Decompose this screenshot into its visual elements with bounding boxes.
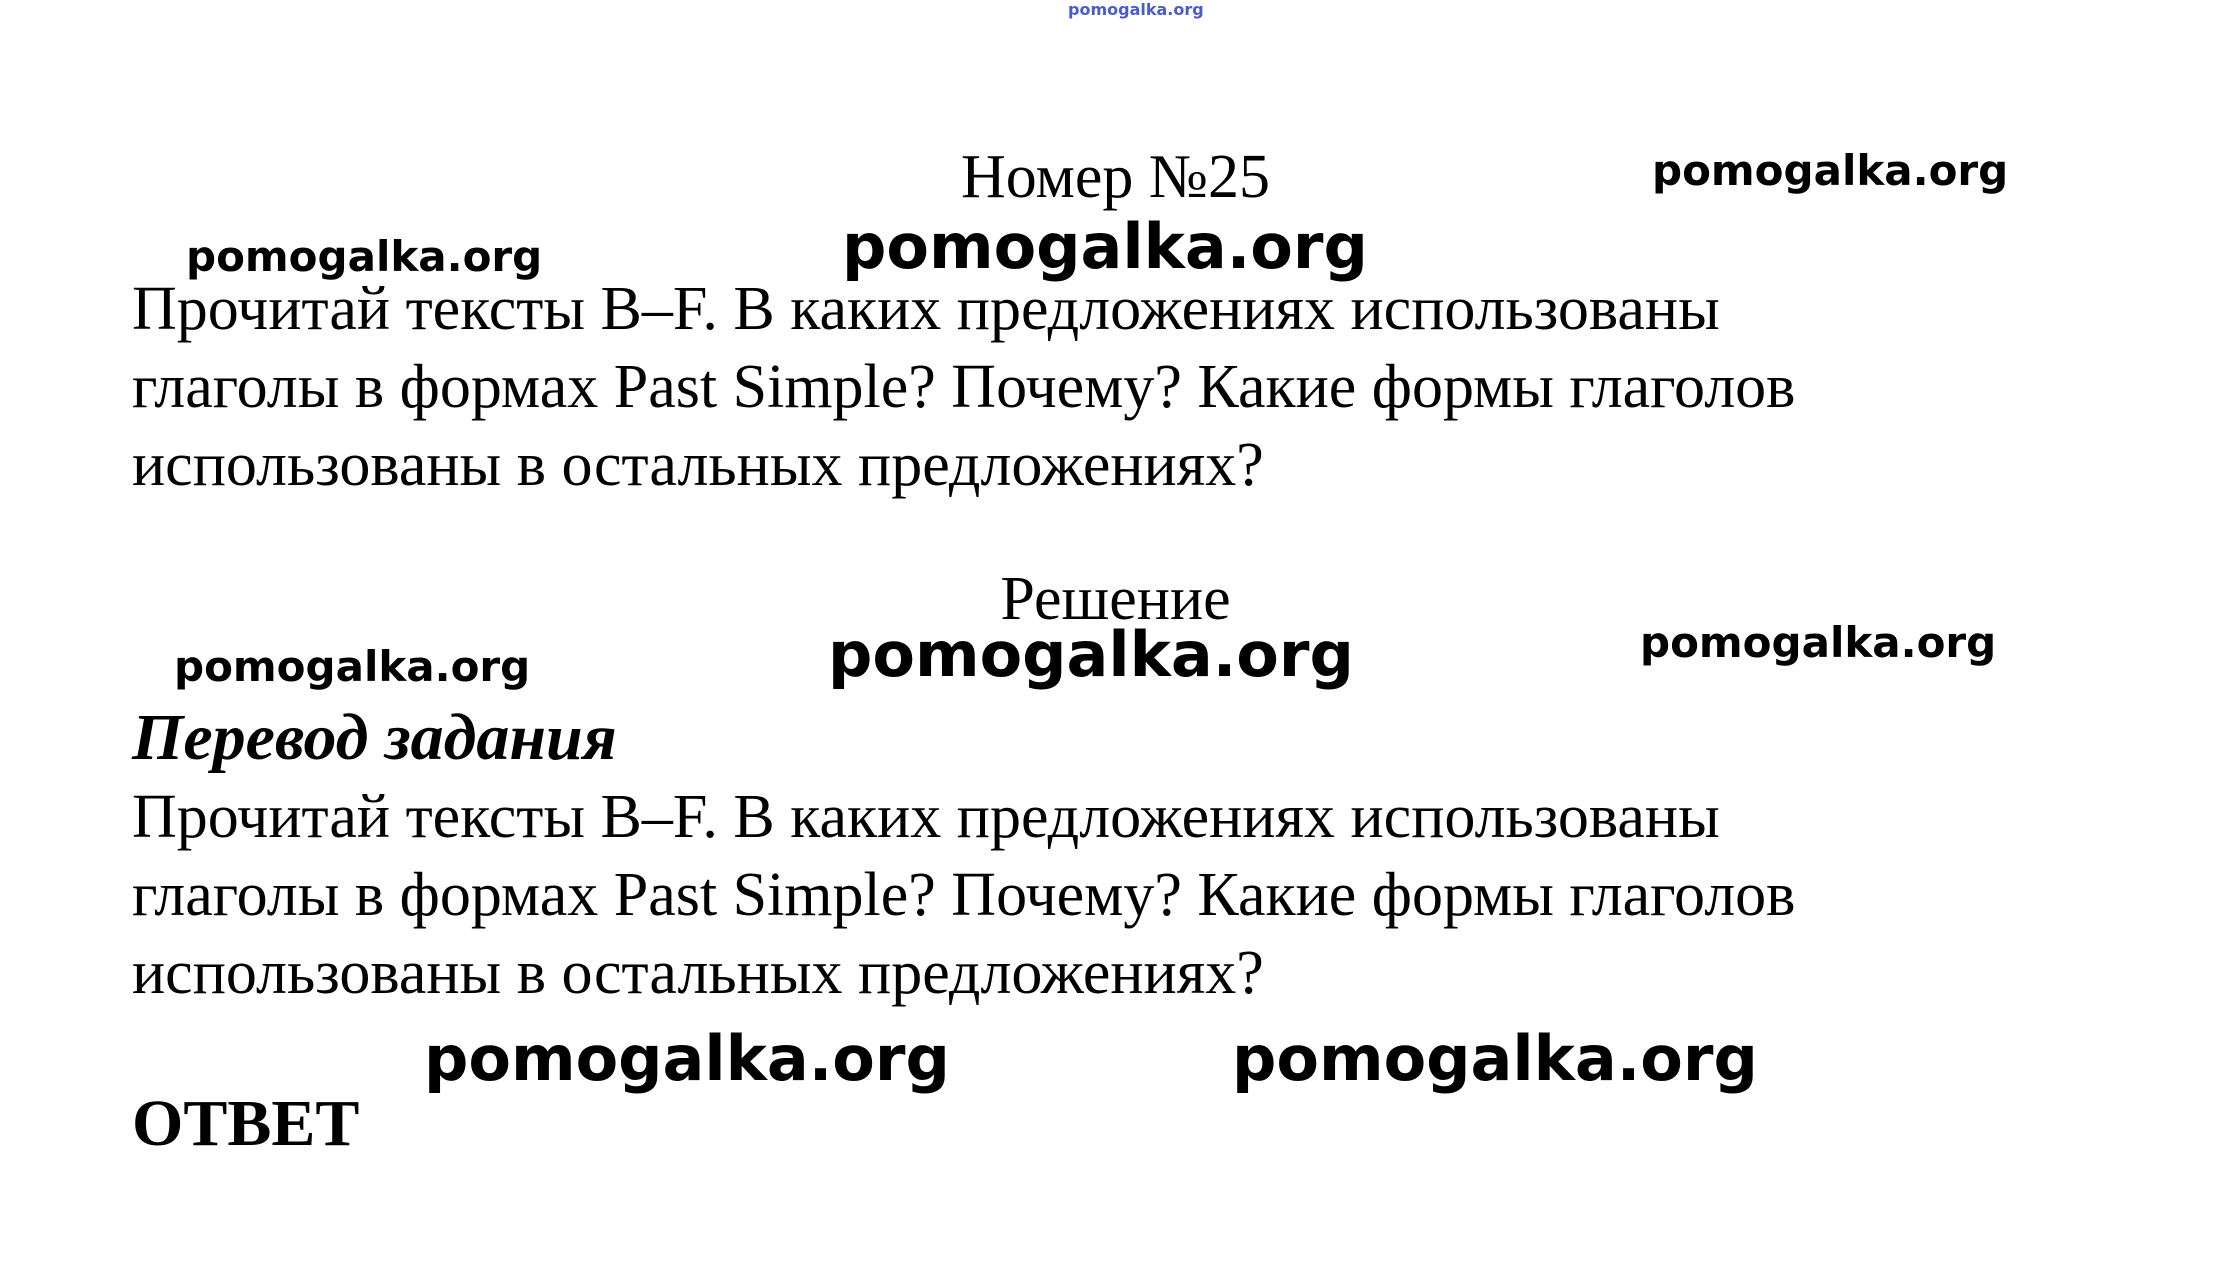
task-text-line: Прочитай тексты B–F. В каких предложениях использованы: [132, 275, 1720, 343]
watermark: pomogalka.org: [186, 232, 543, 281]
translation-text-line: использованы в остальных предложениях?: [132, 939, 1264, 1007]
translation-text-line: глаголы в формах Past Simple? Почему? Какие формы глаголов: [132, 861, 1796, 929]
solution-title: Решение: [1000, 565, 1231, 633]
watermark: pomogalka.org: [1640, 618, 1997, 667]
translation-text: [132, 778, 2132, 1012]
watermark: pomogalka.org: [828, 618, 1354, 691]
watermark: pomogalka.org: [424, 1022, 950, 1095]
task-text: [132, 270, 2132, 504]
site-link[interactable]: pomogalka.org: [1068, 0, 1204, 19]
task-text-line: использованы в остальных предложениях?: [132, 431, 1264, 499]
translation-heading: Перевод задания: [132, 701, 617, 774]
task-text-line: глаголы в формах Past Simple? Почему? Какие формы глаголов: [132, 353, 1796, 421]
watermark: pomogalka.org: [174, 642, 531, 691]
translation-text-line: Прочитай тексты B–F. В каких предложениях использованы: [132, 783, 1720, 851]
watermark: pomogalka.org: [842, 210, 1368, 283]
answer-heading: ОТВЕТ: [132, 1087, 360, 1160]
watermark: pomogalka.org: [1232, 1022, 1758, 1095]
watermark: pomogalka.org: [1652, 146, 2009, 195]
task-title: Номер №25: [960, 143, 1270, 211]
